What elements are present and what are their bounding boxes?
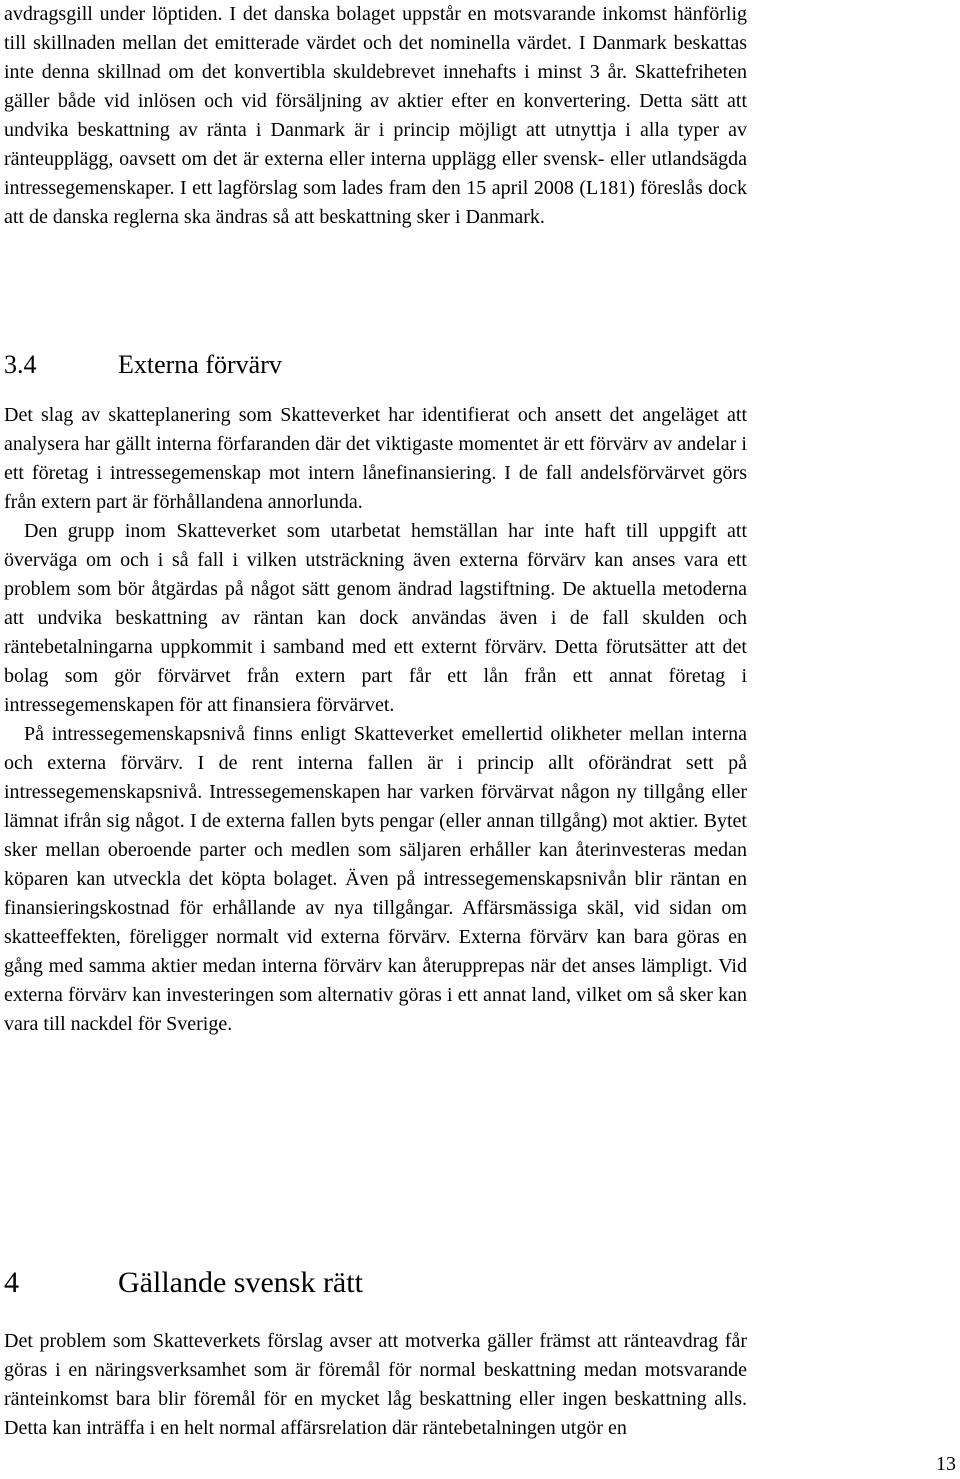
section-3-4-title: Externa förvärv bbox=[118, 350, 282, 379]
section-4-number: 4 bbox=[4, 1266, 19, 1299]
section-4-paragraph-1: Det problem som Skatteverkets förslag avser att motverka gäller främst att ränteavdrag får göras i en näringsverksamhet som är föremål för normal beskattning medan motsvarande ränteinkomst bara blir föremål för en mycket låg beskattning eller ingen beskattning alls. Detta kan inträffa i en helt normal affärsrelation där räntebetalningen utgör en bbox=[4, 1330, 747, 1439]
section-3-4-body bbox=[4, 401, 747, 1039]
intro-text bbox=[4, 0, 747, 232]
section-4-body bbox=[4, 1327, 747, 1443]
section-4-heading bbox=[4, 1264, 363, 1302]
page-number: 13 bbox=[936, 1453, 956, 1475]
section-3-4-paragraph-2: Den grupp inom Skatteverket som utarbetat hemställan har inte haft till uppgift att överväga om och i så fall i vilken utsträckning även externa förvärv kan anses vara ett problem som bör åtgärdas på något sätt genom ändrad lagstiftning. De aktuella metoderna att undvika beskattning av räntan kan dock användas även i de fall skulden och räntebetalningarna uppkommit i samband med ett externt förvärv. Detta förutsätter att det bolag som gör förvärvet från extern part får ett lån från ett annat företag i intressegemenskapen för att finansiera förvärvet. bbox=[4, 520, 747, 716]
section-3-4-number: 3.4 bbox=[4, 350, 37, 379]
intro-paragraph: avdragsgill under löptiden. I det danska bolaget uppstår en motsvarande inkomst hänförlig till skillnaden mellan det emitterade värdet och det nominella värdet. I Danmark beskattas inte denna skillnad om det konvertibla skuldebrevet innehafts i minst 3 år. Skattefriheten gäller både vid inlösen och vid försäljning av aktier efter en konvertering. Detta sätt att undvika beskattning av ränta i Danmark är i princip möjligt att utnyttja i alla typer av ränteupplägg, oavsett om det är externa eller interna upplägg eller svensk- eller utlandsägda intressegemenskaper. I ett lagförslag som lades fram den 15 april 2008 (L181) föreslås dock att de danska reglerna ska ändras så att beskattning sker i Danmark. bbox=[4, 3, 747, 228]
section-3-4-heading bbox=[4, 348, 282, 382]
section-3-4-paragraph-3: På intressegemenskapsnivå finns enligt Skatteverket emellertid olikheter mellan interna och externa förvärv. I de rent interna fallen är i princip allt oförändrat sett på intressegemenskapsnivå. Intressegemenskapen har varken förvärvat någon ny tillgång eller lämnat ifrån sig något. I de externa fallen byts pengar (eller annan tillgång) mot aktier. Bytet sker mellan oberoende parter och medlen som säljaren erhåller kan återinvesteras medan köparen kan utveckla det köpta bolaget. Även på intressegemenskapsnivån blir räntan en finansieringskostnad för erhållande av nya tillgångar. Affärsmässiga skäl, vid sidan om skatteeffekten, föreligger normalt vid externa förvärv. Externa förvärv kan bara göras en gång med samma aktier medan interna förvärv kan återupprepas när det anses lämpligt. Vid externa förvärv kan investeringen som alternativ göras i ett annat land, vilket om så sker kan vara till nackdel för Sverige. bbox=[4, 723, 747, 1035]
section-3-4-paragraph-1: Det slag av skatteplanering som Skatteverket har identifierat och ansett det angeläget att analysera har gällt interna förfaranden där det viktigaste momentet är ett förvärv av andelar i ett företag i intressegemenskap mot intern lånefinansiering. I de fall andelsförvärvet görs från extern part är förhållandena annorlunda. bbox=[4, 404, 747, 513]
section-4-title: Gällande svensk rätt bbox=[118, 1266, 363, 1299]
